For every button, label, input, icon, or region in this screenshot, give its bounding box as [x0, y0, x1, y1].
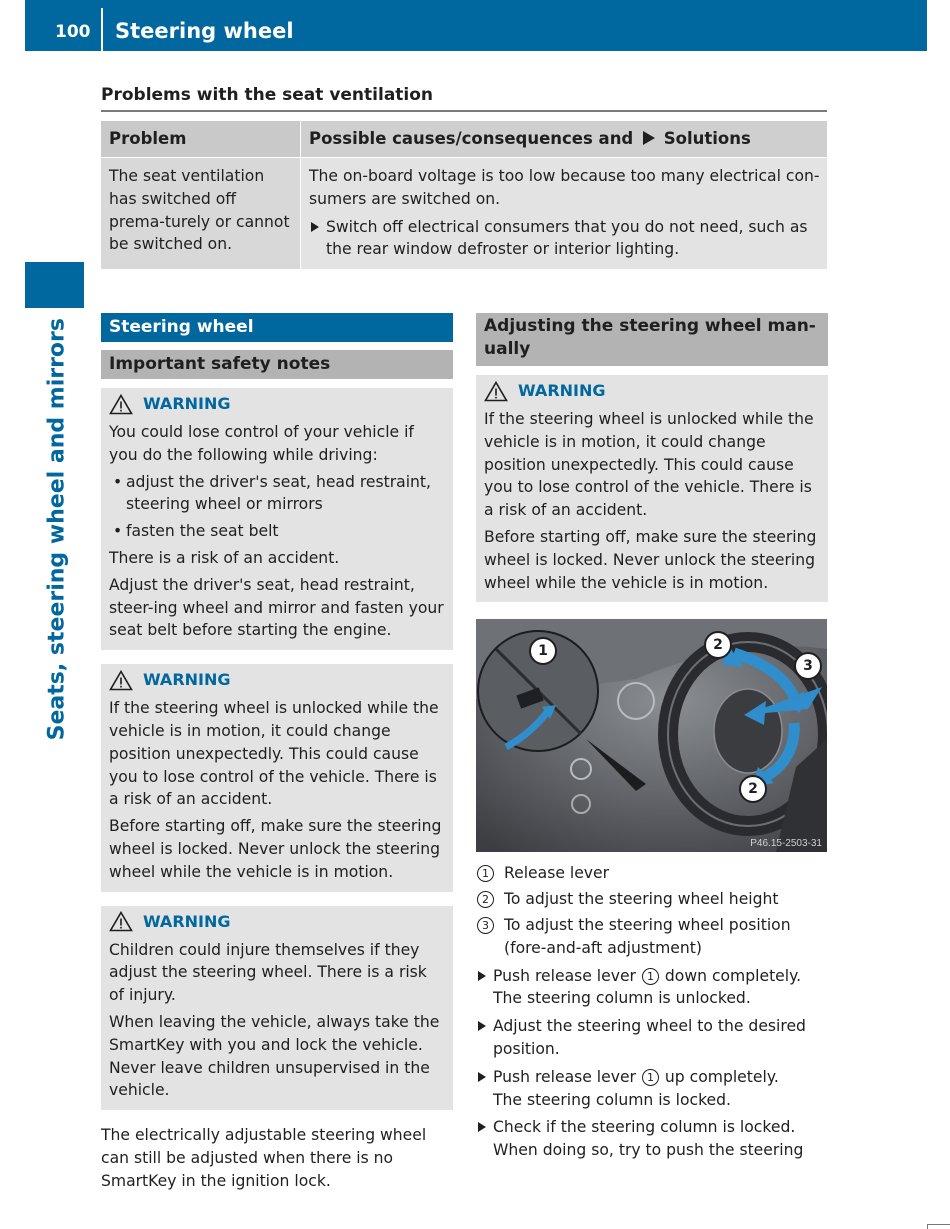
table-header-solutions	[301, 121, 827, 157]
step-arrow-icon	[478, 1072, 486, 1082]
legend-item	[476, 888, 828, 911]
solution-text: Switch off electrical consumers that you do not need, such as the rear window defroster or interior lighting.	[326, 217, 808, 259]
figure-callout-3: 3	[794, 652, 822, 680]
table-row	[101, 158, 827, 269]
problem-text: The seat ventilation has switched off prema-turely or cannot be switched on.	[109, 167, 290, 254]
callout-number: 1	[642, 1069, 659, 1086]
warning-title-text: WARNING	[518, 381, 606, 400]
warning-title-text: WARNING	[143, 394, 231, 413]
warning-title	[109, 393, 445, 415]
problem-cell	[101, 158, 300, 269]
step-text: up completely.	[664, 1067, 779, 1086]
step-item	[476, 1066, 828, 1112]
legend-text: To adjust the steering wheel position (fore-and-aft adjustment)	[504, 915, 791, 957]
warning-triangle-icon	[109, 911, 133, 932]
step-result: The steering column is unlocked.	[493, 989, 751, 1008]
step-item	[476, 1015, 828, 1061]
figure-callout-1: 1	[529, 637, 557, 665]
steering-wheel-figure	[476, 619, 827, 852]
step-item	[476, 965, 828, 1011]
step-text: down completely.	[664, 966, 802, 985]
step-text: Check if the steering column is locked. When doing so, try to push the steering	[493, 1118, 804, 1160]
warning-text: Children could injure themselves if they adjust the steering wheel. There is a risk of injury.	[109, 940, 427, 1005]
problems-section-title: Problems with the seat ventilation	[101, 85, 434, 105]
solution-cell	[301, 158, 827, 269]
warning-triangle-icon	[109, 670, 133, 691]
warning-text: If the steering wheel is unlocked while the vehicle is in motion, it could change position unexpectedly. This could cause you to lose control of the vehicle. There is a risk of an accident.	[484, 410, 814, 520]
legend-text: To adjust the steering wheel height	[504, 890, 779, 909]
table-header-row	[101, 121, 827, 157]
header-divider	[101, 8, 103, 51]
warning-triangle-icon	[484, 381, 508, 402]
warning-text: If the steering wheel is unlocked while the vehicle is in motion, it could change position unexpectedly. This could cause you to lose control of the vehicle. There is a risk of an accident.	[109, 699, 439, 809]
legend-item	[476, 914, 828, 960]
warning-title	[109, 911, 445, 933]
callout-number: 2	[477, 891, 494, 908]
warning-text: You could lose control of your vehicle if you do the following while driving:	[109, 423, 414, 464]
callout-number: 3	[477, 917, 494, 934]
problems-table	[101, 121, 827, 269]
step-arrow-icon	[478, 971, 486, 981]
warning-triangle-icon	[109, 394, 133, 415]
section-heading-steering-wheel: Steering wheel	[101, 313, 453, 342]
page-corner-mark	[927, 1224, 950, 1229]
step-result: The steering column is locked.	[493, 1090, 732, 1109]
right-column	[476, 313, 828, 1162]
page-header-title: Steering wheel	[115, 19, 294, 43]
table-header-solutions-suffix: Solutions	[663, 129, 751, 148]
warning-box	[101, 388, 453, 650]
figure-code: P46.15-2503-31	[750, 838, 822, 850]
figure-callout-2-bottom: 2	[739, 775, 767, 803]
body-paragraph: The electrically adjustable steering wheel can still be adjusted when there is no SmartKey in the ignition lock.	[101, 1126, 427, 1190]
warning-box	[476, 375, 828, 602]
step-item	[476, 1116, 828, 1162]
cause-text: The on-board voltage is too low because too many electrical con-sumers are switched on.	[309, 167, 820, 208]
step-arrow-icon	[478, 1122, 486, 1132]
table-header-solutions-prefix: Possible causes/consequences and	[309, 129, 634, 148]
warning-bullets	[109, 471, 445, 543]
solution-arrow-icon	[642, 131, 656, 145]
step-text: Adjust the steering wheel to the desired position.	[493, 1017, 806, 1058]
chapter-side-label-text: Seats, steering wheel and mirrors	[44, 318, 69, 741]
warning-title	[109, 669, 445, 691]
subheading-safety-notes: Important safety notes	[101, 350, 453, 379]
warning-title	[484, 380, 820, 402]
warning-box	[101, 906, 453, 1111]
solution-step	[309, 216, 819, 262]
legend-text: Release lever	[504, 864, 610, 883]
page-number: 100	[55, 22, 91, 42]
step-arrow-icon	[311, 222, 319, 232]
warning-title-text: WARNING	[143, 670, 231, 690]
callout-number: 1	[642, 968, 659, 985]
callout-number: 1	[477, 865, 494, 882]
page-header-bar	[25, 0, 927, 51]
warning-text: Before starting off, make sure the steering wheel is locked. Never unlock the steering wheel while the vehicle is in motion.	[109, 817, 442, 881]
list-item: • fasten the seat belt	[109, 520, 445, 543]
step-text: Push release lever	[493, 966, 636, 985]
warning-text: There is a risk of an accident.	[109, 548, 340, 567]
figure-callout-2-top: 2	[704, 631, 732, 659]
warning-box	[101, 664, 453, 891]
subheading-adjusting-manually: Adjusting the steering wheel man-ually	[476, 313, 828, 366]
warning-text: Adjust the driver's seat, head restraint, steer-ing wheel and mirror and fasten your seat belt before starting the engine.	[109, 575, 444, 640]
section-rule	[101, 110, 827, 112]
step-arrow-icon	[478, 1021, 486, 1031]
chapter-tab-marker	[25, 262, 84, 308]
step-text: Push release lever	[493, 1067, 636, 1086]
left-column	[101, 313, 453, 1193]
warning-title-text: WARNING	[143, 911, 231, 931]
list-item: • adjust the driver's seat, head restraint, steering wheel or mirrors	[109, 471, 445, 517]
table-header-problem: Problem	[101, 121, 300, 157]
legend-item	[476, 862, 828, 885]
warning-text: Before starting off, make sure the steering wheel is locked. Never unlock the steering wheel while the vehicle is in motion.	[484, 527, 817, 592]
warning-text: When leaving the vehicle, always take the SmartKey with you and lock the vehicle. Never leave children unsupervised in the vehicle.	[109, 1012, 440, 1100]
